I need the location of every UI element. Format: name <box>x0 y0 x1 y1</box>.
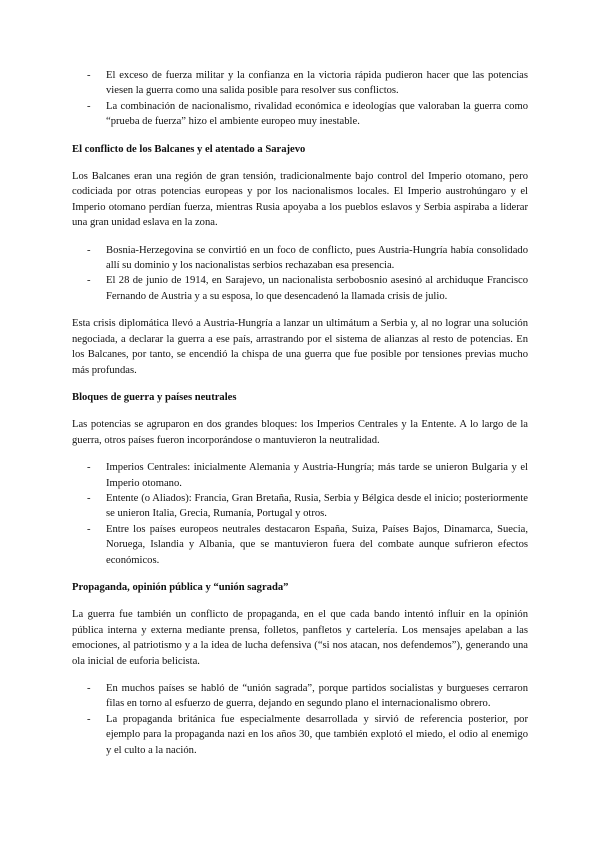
intro-bullet-list <box>72 68 528 130</box>
list-item: - El exceso de fuerza militar y la confianza en la victoria rápida pudieron hacer que las potencias viesen la guerra como una salida posible para resolver sus conflictos. <box>87 70 528 97</box>
paragraph: Los Balcanes eran una región de gran tensión, tradicionalmente bajo control del Imperio otomano, pero codiciada por otras potencias europeas y por los nacionalismos locales. El Imperio austrohúngaro y el Imperio otomano perdían fuerza, mientras Rusia apoyaba a los pueblos eslavos y Serbia aspiraba a liderar una gran unidad eslava en la zona. <box>72 171 528 229</box>
propaganda-bullet-list <box>72 681 528 758</box>
section-heading-propaganda: Propaganda, opinión pública y “unión sagrada” <box>72 581 289 593</box>
section-heading-bloques: Bloques de guerra y países neutrales <box>72 391 237 403</box>
list-item: - Entre los países europeos neutrales destacaron España, Suiza, Países Bajos, Dinamarca, Suecia, Noruega, Islandia y Albania, que se mantuvieron fuera del combate aunque sufrieron efectos económicos. <box>87 523 528 566</box>
list-item: - La propaganda británica fue especialmente desarrollada y sirvió de referencia posterior, por ejemplo para la propaganda nazi en los años 30, que también explotó el miedo, el odio al enemigo y el culto a la nación. <box>87 713 528 756</box>
paragraph: Las potencias se agruparon en dos grandes bloques: los Imperios Centrales y la Entente. A lo largo de la guerra, otros países fueron incorporándose o mantuvieron la neutralidad. <box>72 419 528 446</box>
list-item: - El 28 de junio de 1914, en Sarajevo, un nacionalista serbobosnio asesinó al archiduque Francisco Fernando de Austria y a su esposa, lo que desencadenó la llamada crisis de julio. <box>87 275 528 302</box>
document-page <box>72 68 528 758</box>
paragraph: La guerra fue también un conflicto de propaganda, en el que cada bando intentó influir en la opinión pública interna y externa mediante prensa, folletos, panfletos y cartelería. Los mensajes apelaban a las emociones, al patriotismo y a la idea de lucha defensiva (“si nos atacan, nos defendemos”), generando una ola inicial de euforia belicista. <box>72 609 528 667</box>
paragraph: Esta crisis diplomática llevó a Austria-Hungría a lanzar un ultimátum a Serbia y, al no lograr una solución negociada, a declarar la guerra a ese país, arrastrando por el sistema de alianzas al resto de potencias. En los Balcanes, por tanto, se encendió la chispa de una guerra que fue posible por tensiones previas mucho más profundas. <box>72 318 528 376</box>
list-item: - Bosnia-Herzegovina se convirtió en un foco de conflicto, pues Austria-Hungría había consolidado allí su dominio y los nacionalistas serbios rechazaban esa presencia. <box>87 244 528 272</box>
balcanes-bullet-list <box>72 243 528 305</box>
list-item: - Entente (o Aliados): Francia, Gran Bretaña, Rusia, Serbia y Bélgica desde el inicio; posteriormente se unieron Italia, Grecia, Rumanía, Portugal y otros. <box>87 492 528 520</box>
list-item: - La combinación de nacionalismo, rivalidad económica e ideologías que valoraban la guerra como “prueba de fuerza” hizo el ambiente europeo muy inestable. <box>87 100 528 128</box>
list-item: - Imperios Centrales: inicialmente Alemania y Austria-Hungría; más tarde se unieron Bulgaria y el Imperio otomano. <box>87 462 528 489</box>
bloques-bullet-list <box>72 460 528 568</box>
section-heading-balcanes: El conflicto de los Balcanes y el atentado a Sarajevo <box>72 143 306 155</box>
list-item: - En muchos países se habló de “unión sagrada”, porque partidos socialistas y burgueses cerraron filas en torno al esfuerzo de guerra, dejando en segundo plano el internacionalismo obrero. <box>87 683 528 710</box>
